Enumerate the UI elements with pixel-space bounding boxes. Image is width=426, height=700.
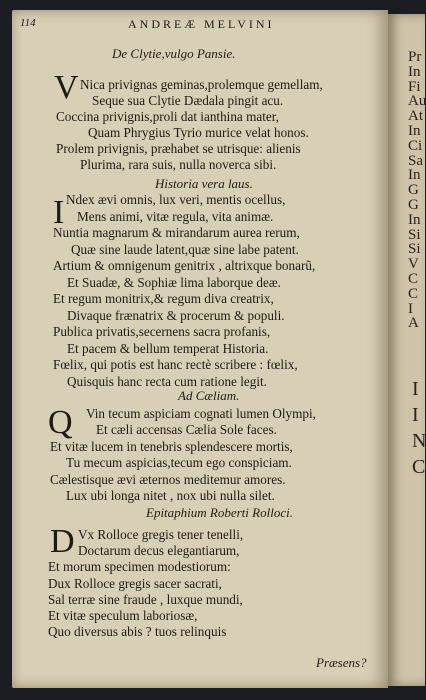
poem-title: Historia vera laus. <box>155 176 253 191</box>
verse-line: Plurima, rara suis, nulla noverca sibi. <box>80 157 277 172</box>
verse-line: Et pacem & bellum temperat Historia. <box>67 340 269 356</box>
facing-margin-letter: C <box>408 270 419 287</box>
verse-line: Publica privatis,secernens sacra profanis, <box>53 324 271 339</box>
facing-margin-letter: In <box>408 63 421 80</box>
verse-line: Seque sua Clytie Dædala pingit acu. <box>92 93 284 108</box>
facing-margin-letter: Pr <box>408 49 422 65</box>
verse-line: Ndex ævi omnis, lux veri, mentis ocellus, <box>66 192 286 207</box>
verse-line: Quam Phrygius Tyrio murice velat honos. <box>88 125 309 140</box>
verse-line: Et vitæ speculum laboriosæ, <box>48 608 198 623</box>
facing-margin-letter: G <box>408 182 419 199</box>
verse-line: Divaque frænatrix & procerum & populi. <box>67 307 285 323</box>
drop-cap: D <box>50 523 75 560</box>
facing-page-margin-letters <box>408 50 426 331</box>
verse-line: Artium & omnigenum genitrix , altrixque bonarũ, <box>53 258 316 273</box>
verse-line: Dux Rolloce gregis sacer sacrati, <box>48 575 222 591</box>
verse-line: Prolem privignis, præhabet se utrisque: alienis <box>56 141 301 156</box>
drop-cap: Q <box>48 404 73 441</box>
facing-page <box>388 14 425 686</box>
page-number: 114 <box>20 17 36 29</box>
drop-cap: I <box>53 194 65 231</box>
verse-line: Vx Rolloce gregis tener tenelli, <box>78 527 244 542</box>
facing-margin-letter: C <box>408 285 419 302</box>
verse-line: Doctarum decus elegantiarum, <box>78 543 240 559</box>
facing-margin-letter: In <box>408 122 421 139</box>
verse-line: Mens animi, vitæ regula, vita animæ. <box>77 208 274 224</box>
facing-lower-letter: C <box>412 456 426 478</box>
facing-lower-letter: N <box>412 430 426 452</box>
facing-margin-letter: Si <box>408 226 421 243</box>
verse-line: Lux ubi longa nitet , nox ubi nulla silet. <box>66 488 275 503</box>
facing-margin-letter: Ci <box>408 137 423 154</box>
verse-line: Et morum specimen modestiorum: <box>48 559 231 575</box>
facing-margin-letter: G <box>408 196 419 213</box>
verse-line: Cælestisque ævi æternos meditemur amores. <box>50 471 286 487</box>
facing-margin-letter: In <box>408 167 421 184</box>
facing-margin-letter: Si <box>408 241 421 258</box>
poem-title: Epitaphium Roberti Rolloci. <box>146 505 293 520</box>
catchword: Præsens? <box>316 655 367 670</box>
verse-line: Nuntia magnarum & mirandarum aurea rerum, <box>53 225 300 240</box>
facing-page-lower-letters <box>412 376 426 480</box>
poem-title: Ad Cæliam. <box>178 388 240 403</box>
facing-margin-letter: V <box>408 256 419 273</box>
facing-margin-letter: Au <box>408 93 426 110</box>
poem-title: De Clytie,vulgo Pansie. <box>112 46 236 61</box>
verse-line: Et Suadæ, & Sophiæ lima laborque deæ. <box>67 274 281 290</box>
verse-line: Tu mecum aspicias,tecum ego conspiciam. <box>66 455 292 471</box>
verse-line: Et cæli accensas Cælia Sole faces. <box>96 422 277 438</box>
facing-margin-letter: In <box>408 211 421 228</box>
verse-line: Nica privignas geminas,prolemque gemellam, <box>80 77 323 92</box>
verse-line: Fœlix, qui potis est hanc rectè scribere : fœlix, <box>53 357 298 372</box>
facing-lower-letter: I <box>412 378 419 400</box>
facing-lower-letter: I <box>412 404 419 426</box>
verse-line: Sal terræ sine fraude , luxque mundi, <box>48 591 243 607</box>
facing-margin-letter: A <box>408 315 419 332</box>
verse-line: Quisquis hanc recta cum ratione legit. <box>67 373 267 389</box>
drop-cap: V <box>54 69 79 106</box>
verse-line: Vin tecum aspiciam cognati lumen Olympi, <box>86 406 316 421</box>
verse-line: Quo diversus abis ? tuos relinquis <box>48 624 227 640</box>
facing-margin-letter: I <box>408 300 413 317</box>
facing-margin-letter: At <box>408 108 423 125</box>
facing-margin-letter: Fi <box>408 78 421 95</box>
verse-line: Et regum monitrix,& regum diva creatrix, <box>53 291 274 306</box>
verse-line: Et vitæ lucem in tenebris splendescere mortis, <box>50 438 293 454</box>
verse-line: Quæ sine laude latent,quæ sine labe patent. <box>71 241 299 257</box>
verse-line: Coccina privignis,proli dat ianthina mater, <box>56 109 279 124</box>
running-head: ANDREÆ MELVINI <box>128 17 275 31</box>
facing-margin-letter: Sa <box>408 152 423 169</box>
